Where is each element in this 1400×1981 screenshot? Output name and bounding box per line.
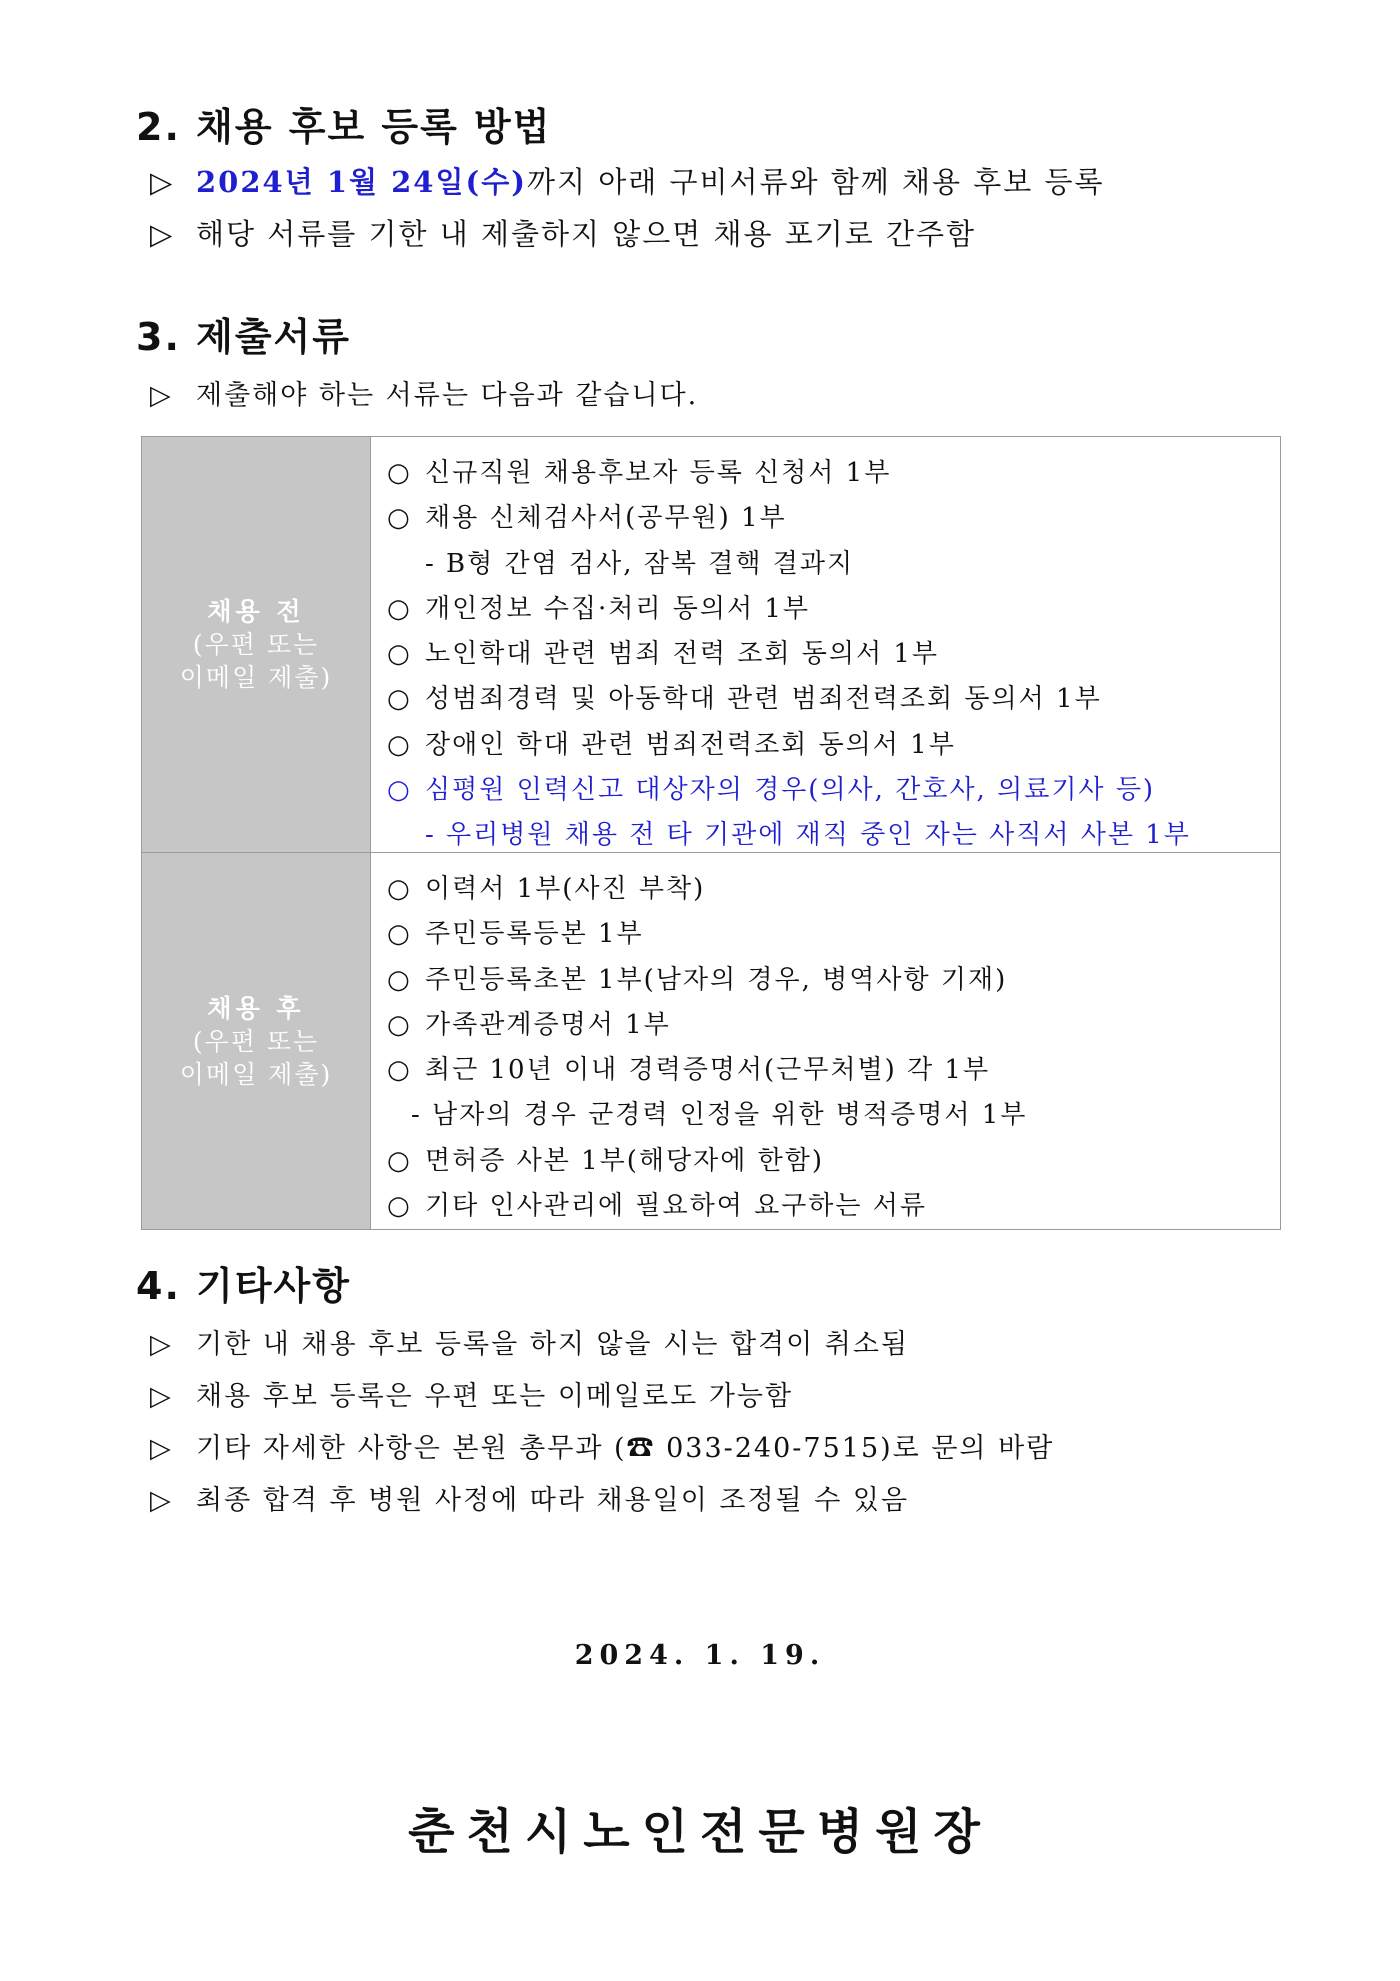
list-item-text: 해당 서류를 기한 내 제출하지 않으면 채용 포기로 간주함 xyxy=(196,217,977,251)
list-item: ○ 가족관계증명서 1부 xyxy=(387,1003,1027,1048)
list-item: ○ 주민등록초본 1부(남자의 경우, 병역사항 기재) xyxy=(387,958,1027,1003)
triangle-bullet-icon: ▷ xyxy=(150,1485,173,1516)
circle-bullet-icon: ○ xyxy=(387,1145,412,1176)
triangle-bullet-icon: ▷ xyxy=(150,1433,173,1464)
circle-bullet-icon: ○ xyxy=(387,458,412,488)
document-date: 2024. 1. 19. xyxy=(574,1640,826,1671)
list-subitem: - B형 간염 검사, 잠복 결핵 결과지 xyxy=(425,548,855,579)
documents-table xyxy=(141,436,1281,1230)
list-item: ○ 신규직원 채용후보자 등록 신청서 1부 xyxy=(387,451,1191,496)
deadline-highlight: 2024년 1월 24일(수) xyxy=(196,165,527,199)
list-item: ○ 노인학대 관련 범죄 전력 조회 동의서 1부 xyxy=(387,632,1191,677)
table-row-after-hire xyxy=(142,853,1280,1229)
section-2-list xyxy=(150,160,1105,264)
table-row-before-hire xyxy=(142,437,1280,853)
list-item: ○ 면허증 사본 1부(해당자에 한함) xyxy=(387,1139,1027,1184)
row-label-title: 채용 후 xyxy=(207,993,305,1023)
circle-bullet-icon: ○ xyxy=(387,729,412,760)
circle-bullet-icon: ○ xyxy=(387,874,412,904)
list-item: ○ 이력서 1부(사진 부착) xyxy=(387,867,1027,912)
row-label-sub: (우편 또는 xyxy=(192,1026,320,1056)
section-4-title: 4. 기타사항 xyxy=(136,1264,351,1308)
circle-bullet-icon: ○ xyxy=(387,639,412,670)
triangle-bullet-icon: ▷ xyxy=(150,1381,173,1412)
list-item: ○ 주민등록등본 1부 xyxy=(387,912,1027,957)
circle-bullet-icon: ○ xyxy=(387,684,412,715)
circle-bullet-icon: ○ xyxy=(387,775,412,806)
row-label-sub: 이메일 제출) xyxy=(179,1059,333,1089)
list-item: ▷ 기한 내 채용 후보 등록을 하지 않을 시는 합격이 취소됨 xyxy=(150,1329,910,1360)
section-2-title: 2. 채용 후보 등록 방법 xyxy=(136,105,552,149)
list-item-highlight: ○ 심평원 인력신고 대상자의 경우(의사, 간호사, 의료기사 등) xyxy=(387,768,1191,813)
circle-bullet-icon: ○ xyxy=(387,919,412,950)
row-label-sub: 이메일 제출) xyxy=(179,663,333,692)
row-label-title: 채용 전 xyxy=(207,597,305,626)
list-item xyxy=(150,212,1105,264)
circle-bullet-icon: ○ xyxy=(387,1191,412,1222)
list-item: ▷ 기타 자세한 사항은 본원 총무과 (☎ 033-240-7515)로 문의 바람 xyxy=(150,1433,1055,1464)
section-3-intro xyxy=(150,373,698,412)
list-item: ○ 채용 신체검사서(공무원) 1부 xyxy=(387,496,1191,541)
list-item: ○ 기타 인사관리에 필요하여 요구하는 서류 xyxy=(387,1184,1027,1229)
list-item-text: 제출해야 하는 서류는 다음과 같습니다. xyxy=(196,380,699,411)
list-subitem: - 남자의 경우 군경력 인정을 위한 병적증명서 1부 xyxy=(411,1100,1028,1131)
list-item-text: 까지 아래 구비서류와 함께 채용 후보 등록 xyxy=(526,165,1105,199)
list-item: ○ 최근 10년 이내 경력증명서(근무처별) 각 1부 xyxy=(387,1048,1027,1093)
after-hire-document-list xyxy=(387,867,1027,1229)
circle-bullet-icon: ○ xyxy=(387,1009,412,1040)
circle-bullet-icon: ○ xyxy=(387,593,412,624)
triangle-bullet-icon: ▷ xyxy=(150,380,173,411)
list-item: ○ 장애인 학대 관련 범죄전력조회 동의서 1부 xyxy=(387,723,1191,768)
circle-bullet-icon: ○ xyxy=(387,503,412,534)
list-item: ▷ 채용 후보 등록은 우편 또는 이메일로도 가능함 xyxy=(150,1381,794,1412)
list-item: ○ 개인정보 수집·처리 동의서 1부 xyxy=(387,587,1191,632)
triangle-bullet-icon: ▷ xyxy=(150,165,175,199)
row-label-sub: (우편 또는 xyxy=(192,630,320,659)
list-item xyxy=(150,373,698,412)
list-item xyxy=(150,160,1105,212)
list-subitem-highlight: - 우리병원 채용 전 타 기관에 재직 중인 자는 사직서 사본 1부 xyxy=(425,820,1191,851)
row-label-before-hire xyxy=(142,437,371,852)
before-hire-document-list xyxy=(387,451,1191,859)
section-3-title: 3. 제출서류 xyxy=(136,315,351,359)
triangle-bullet-icon: ▷ xyxy=(150,1329,173,1360)
circle-bullet-icon: ○ xyxy=(387,1055,412,1086)
triangle-bullet-icon: ▷ xyxy=(150,217,175,251)
section-4-list xyxy=(150,1322,1054,1530)
circle-bullet-icon: ○ xyxy=(387,964,412,995)
issuer-signature: 춘천시노인전문병원장 xyxy=(408,1804,992,1860)
list-item: ○ 성범죄경력 및 아동학대 관련 범죄전력조회 동의서 1부 xyxy=(387,677,1191,722)
list-item: ▷ 최종 합격 후 병원 사정에 따라 채용일이 조정될 수 있음 xyxy=(150,1485,910,1516)
row-label-after-hire xyxy=(142,853,371,1229)
